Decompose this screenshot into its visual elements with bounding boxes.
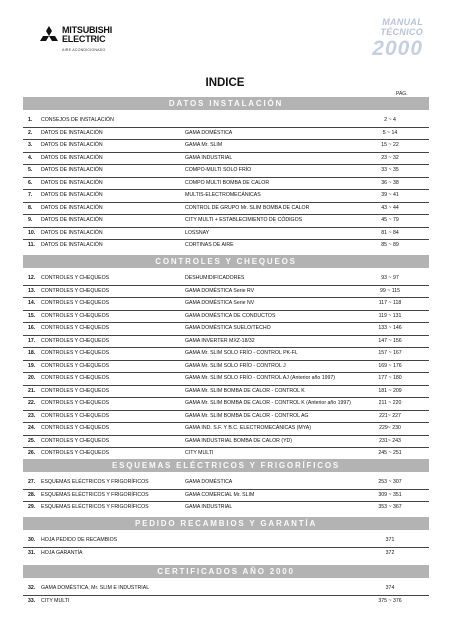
list-item [28,191,418,200]
item-number: 3. [28,142,33,148]
mitsubishi-logo [38,24,118,64]
list-item [28,179,418,188]
item-description: CONTROLES Y CHEQUEOS [41,362,110,369]
item-number: 24. [28,425,36,431]
row-divider [23,214,429,215]
item-pages: 39 ~ 41 [381,192,399,198]
item-pages: 119 ~ 131 [378,312,402,319]
row-divider [23,347,429,348]
item-pages: 15 ~ 22 [381,142,399,148]
item-number: 2. [28,129,33,136]
item-description: CITY MULTI [41,597,70,604]
item-range: CITY MULTI [185,450,214,456]
item-number: 9. [28,217,33,223]
item-pages: 2 ~ 4 [384,117,396,123]
list-item [28,478,418,487]
item-number: 5. [28,167,33,173]
row-divider [23,239,429,240]
item-pages: 157 ~ 167 [378,350,402,356]
list-item [28,387,418,396]
item-range: GAMA IND. S.F. Y B.C. ELECTROMECÁNICAS (MYA) [185,425,311,431]
item-number: 14. [28,300,36,306]
row-divider [23,447,429,448]
list-item [28,536,418,545]
item-description: CONTROLES Y CHEQUEOS [41,287,110,294]
row-divider [23,227,429,228]
brand-line-1: MITSUBISHI [62,25,113,35]
item-pages: 181 ~ 209 [378,387,402,394]
item-description: CONTROLES Y CHEQUEOS [41,387,110,394]
item-pages: 169 ~ 176 [378,362,402,369]
row-divider [23,595,429,596]
list-item [28,129,418,138]
item-pages: 253 ~ 307 [378,479,402,485]
item-description: ESQUEMAS ELÉCTRICOS Y FRIGORÍFICOS [41,491,149,498]
item-number: 18. [28,350,36,356]
item-range: COMPO-MULTI SOLO FRÍO [185,167,252,173]
item-number: 33. [28,597,36,604]
item-pages: 133 ~ 146 [378,325,402,331]
item-range: GAMA DOMÉSTICA SUELO/TECHO [185,325,271,331]
item-pages: 99 ~ 115 [380,287,400,294]
page-column-label: PAG. [396,91,408,97]
item-description: DATOS DE INSTALACIÓN [41,192,103,198]
item-range: GAMA Mr. SLIM BOMBA DE CALOR - CONTROL K (Anterior año 1997) [185,400,351,406]
item-range: GAMA INVERTER MXZ-18/32 [185,337,255,344]
item-description: CONTROLES Y CHEQUEOS [41,437,110,444]
row-divider [23,397,429,398]
item-range: GAMA DOMÉSTICA Serie NV [185,300,255,306]
item-range: MULTIS-ELECTROMECÁNICAS [185,192,261,198]
item-number: 16. [28,325,36,331]
list-item [28,274,418,283]
row-divider [23,422,429,423]
item-range: GAMA INDUSTRIAL [185,504,233,510]
row-divider [23,139,429,140]
row-divider [23,297,429,298]
item-range: GAMA Mr. SLIM BOMBA DE CALOR - CONTROL K [185,387,305,394]
item-number: 8. [28,204,33,211]
item-description: CONTROLES Y CHEQUEOS [41,375,110,381]
item-number: 30. [28,537,36,543]
item-number: 11. [28,242,35,248]
row-divider [23,385,429,386]
item-description: CONTROLES Y CHEQUEOS [41,300,110,306]
item-pages: 43 ~ 44 [381,204,399,211]
item-description: DATOS DE INSTALACIÓN [41,142,103,148]
item-pages: 81 ~ 84 [381,229,399,236]
item-description: CONTROLES Y CHEQUEOS [41,425,110,431]
list-item [28,324,418,333]
list-item [28,166,418,175]
item-pages: 33 ~ 35 [381,167,399,173]
list-item [28,154,418,163]
item-range: CONTROL DE GRUPO Mr. SLIM BOMBA DE CALOR [185,204,310,211]
brand-name [62,26,112,44]
row-divider [23,310,429,311]
row-divider [23,372,429,373]
item-range: GAMA INDUSTRIAL BOMBA DE CALOR (YD) [185,437,293,444]
list-item [28,449,418,458]
list-item [28,349,418,358]
item-description: CONTROLES Y CHEQUEOS [41,450,110,456]
item-pages: 231~ 243 [379,437,401,444]
list-item [28,584,418,593]
item-range: LOSSNAY [185,229,210,236]
list-item [28,337,418,346]
item-range: DESHUMIDIFICADORES [185,275,245,281]
item-pages: 372 [385,549,395,556]
item-description: DATOS DE INSTALACIÓN [41,154,103,161]
item-range: GAMA Mr. SLIM BOMBA DE CALOR - CONTROL AG [185,412,309,419]
row-divider [23,202,429,203]
item-pages: 85 ~ 89 [381,242,399,248]
three-diamonds-logo-icon [38,26,60,46]
list-item [28,399,418,408]
item-number: 4. [28,154,33,161]
item-number: 19. [28,362,36,369]
list-item [28,362,418,371]
list-item [28,312,418,321]
item-number: 17. [28,337,36,344]
item-description: CONTROLES Y CHEQUEOS [41,350,110,356]
item-range: GAMA DOMÉSTICA DE CONDUCTOS [185,312,276,319]
item-description: CONTROLES Y CHEQUEOS [41,400,110,406]
item-pages: 93 ~ 97 [381,275,399,281]
item-description: CONTROLES Y CHEQUEOS [41,337,110,344]
item-number: 20. [28,375,36,381]
item-number: 26. [28,450,36,456]
item-description: CONTROLES Y CHEQUEOS [41,412,110,419]
item-description: DATOS DE INSTALACIÓN [41,129,103,136]
item-pages: 229~ 230 [379,425,401,431]
list-item [28,216,418,225]
section-header: PEDIDO RECAMBIOS Y GARANTÍA [23,517,429,530]
item-range: GAMA DOMÉSTICA [185,479,233,485]
row-divider [23,547,429,548]
item-description: DATOS DE INSTALACIÓN [41,204,103,211]
row-divider [23,177,429,178]
item-number: 25. [28,437,36,444]
list-item [28,503,418,512]
manual-badge [363,17,423,61]
item-range: GAMA Mr. SLIM [185,142,223,148]
section-header: CERTIFICADOS AÑO 2000 [23,565,429,578]
item-number: 21. [28,387,36,394]
item-number: 6. [28,179,33,186]
list-item [28,597,418,606]
item-number: 23. [28,412,36,419]
item-pages: 309 ~ 351 [378,491,402,498]
row-divider [23,435,429,436]
item-pages: 374 [385,585,395,591]
row-divider [23,189,429,190]
list-item [28,424,418,433]
item-pages: 147 ~ 156 [378,337,402,344]
item-range: GAMA Mr. SLIM SOLO FRÍO - CONTROL J [185,362,286,369]
item-description: DATOS DE INSTALACIÓN [41,167,103,173]
item-number: 13. [28,287,36,294]
item-pages: 45 ~ 79 [381,217,399,223]
item-range: GAMA DOMÉSTICA Serie RV [185,287,255,294]
item-pages: 5 ~ 14 [382,129,398,136]
brand-line-2: ELECTRIC [62,34,106,44]
list-item [28,412,418,421]
row-divider [23,164,429,165]
item-number: 7. [28,192,33,198]
item-range: CORTINAS DE AIRE [185,242,234,248]
item-pages: 221~ 227 [379,412,401,419]
item-number: 22. [28,400,36,406]
manual-year: 2000 [372,37,423,60]
item-range: GAMA Mr. SLIM SOLO FRÍO - CONTROL AJ (Anterior año 1997) [185,375,335,381]
list-item [28,287,418,296]
list-item [28,241,418,250]
row-divider [23,410,429,411]
item-description: CONTROLES Y CHEQUEOS [41,312,110,319]
item-range: COMPO MULTI BOMBA DE CALOR [185,179,270,186]
item-range: CITY MULTI + ESTABLECIMIENTO DE CÓDIGOS [185,217,303,223]
list-item [28,374,418,383]
item-pages: 23 ~ 32 [381,154,399,161]
row-divider [23,489,429,490]
item-description: CONTROLES Y CHEQUEOS [41,325,110,331]
row-divider [23,285,429,286]
row-divider [23,127,429,128]
item-pages: 177 ~ 180 [378,375,402,381]
item-description: HOJA PEDIDO DE RECAMBIOS [41,537,118,543]
item-range: GAMA INDUSTRIAL [185,154,233,161]
page-title: INDICE [205,77,245,89]
item-number: 10. [28,229,36,236]
item-pages: 371 [385,537,395,543]
section-header: DATOS INSTALACIÓN [23,97,429,110]
item-number: 29. [28,504,36,510]
item-number: 12. [28,275,36,281]
list-item [28,549,418,558]
item-description: DATOS DE INSTALACIÓN [41,217,103,223]
item-description: CONTROLES Y CHEQUEOS [41,275,110,281]
item-pages: 245 ~ 251 [378,450,402,456]
item-description: CONSEJOS DE INSTALACIÓN [41,117,114,123]
section-header: CONTROLES Y CHEQUEOS [23,255,429,268]
item-pages: 375 ~ 376 [378,597,402,604]
row-divider [23,152,429,153]
item-description: HOJA GARANTÍA [41,549,83,556]
item-pages: 353 ~ 367 [378,504,402,510]
item-number: 1. [28,117,33,123]
row-divider [23,322,429,323]
item-number: 32. [28,585,36,591]
list-item [28,229,418,238]
item-pages: 211 ~ 220 [378,400,402,406]
item-range: GAMA DOMÉSTICA [185,129,233,136]
item-description: ESQUEMAS ELÉCTRICOS Y FRIGORÍFICOS [41,479,149,485]
list-item [28,437,418,446]
item-range: GAMA Mr. SLIM SOLO FRÍO - CONTROL PK-FL [185,350,298,356]
list-item [28,299,418,308]
item-pages: 117 ~ 118 [378,300,402,306]
item-range: GAMA COMERCIAL Mr. SLIM [185,491,255,498]
manual-title: MANUAL TÉCNICO [380,17,423,37]
brand-subtitle: AIRE ACONDICIONADO [62,48,106,52]
item-pages: 36 ~ 38 [381,179,399,186]
item-description: ESQUEMAS ELÉCTRICOS Y FRIGORÍFICOS [41,504,149,510]
list-item [28,204,418,213]
item-description: DATOS DE INSTALACIÓN [41,179,103,186]
list-item [28,491,418,500]
item-number: 28. [28,491,36,498]
list-item [28,116,418,125]
row-divider [23,501,429,502]
item-number: 31. [28,549,36,556]
item-description: DATOS DE INSTALACIÓN [41,229,103,236]
list-item [28,141,418,150]
item-description: DATOS DE INSTALACIÓN [41,242,103,248]
row-divider [23,335,429,336]
item-number: 27. [28,479,36,485]
item-description: GAMA DOMÉSTICA, Mr. SLIM E INDUSTRIAL [41,585,150,591]
item-number: 15. [28,312,36,319]
row-divider [23,360,429,361]
section-header: ESQUEMAS ELÉCTRICOS Y FRIGORÍFICOS [23,459,429,472]
